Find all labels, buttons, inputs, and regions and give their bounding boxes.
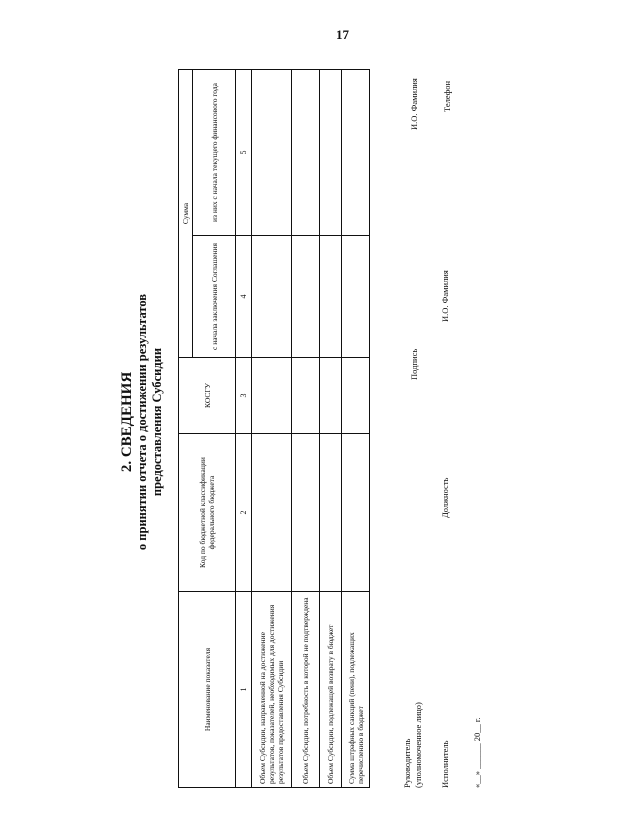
table-row xyxy=(252,70,292,788)
empty-cell xyxy=(252,358,292,434)
header-kbk: Код по бюджетной классификации федерального бюджета xyxy=(179,434,236,592)
empty-cell xyxy=(320,434,342,592)
empty-cell xyxy=(342,236,370,358)
row-label: Объем Субсидии, потребность в которой не подтверждена xyxy=(292,592,320,788)
column-number: 3 xyxy=(236,358,252,434)
empty-cell xyxy=(252,70,292,236)
column-number: 1 xyxy=(236,592,252,788)
landscape-content xyxy=(60,52,510,792)
header-kosgu: КОСГУ xyxy=(179,358,236,434)
table-row xyxy=(292,70,320,788)
title-line-3: предоставления Субсидии xyxy=(150,347,164,497)
empty-cell xyxy=(342,358,370,434)
header-indicator-name: Наименование показателя xyxy=(179,592,236,788)
date-line: «__» ______ 20__ г. xyxy=(472,717,482,788)
executor-name-label: И.О. Фамилия xyxy=(440,270,450,322)
head-sub-label: (уполномоченное лицо) xyxy=(413,702,423,788)
document-title xyxy=(120,52,165,792)
executor-label: Исполнитель xyxy=(440,740,450,788)
empty-cell xyxy=(292,236,320,358)
header-sum: Сумма xyxy=(179,70,193,358)
column-number: 4 xyxy=(236,236,252,358)
column-number: 2 xyxy=(236,434,252,592)
empty-cell xyxy=(292,434,320,592)
column-number: 5 xyxy=(236,70,252,236)
row-label: Сумма штрафных санкций (пени), подлежащих перечислению в бюджет xyxy=(342,592,370,788)
empty-cell xyxy=(252,236,292,358)
header-sum-from-year: из них с начала текущего финансового года xyxy=(193,70,236,236)
row-label: Объем Субсидии, направленной на достижение результатов, показателей, необходимых для достижения результатов предоставления Субсидии xyxy=(252,592,292,788)
title-main: 2. СВЕДЕНИЯ xyxy=(119,371,135,473)
head-signature-label: Подпись xyxy=(409,348,419,380)
page-number: 17 xyxy=(336,27,349,42)
empty-cell xyxy=(252,434,292,592)
head-label: Руководитель xyxy=(402,738,412,788)
report-table xyxy=(178,69,370,788)
executor-phone-label: Телефон xyxy=(442,80,452,112)
header-sum-from-agreement: с начала заключения Соглашения xyxy=(193,236,236,358)
empty-cell xyxy=(320,236,342,358)
empty-cell xyxy=(320,358,342,434)
column-numbers-row xyxy=(236,70,252,788)
executor-position-label: Должность xyxy=(440,477,450,518)
head-name-label: И.О. Фамилия xyxy=(409,78,419,130)
table-row xyxy=(342,70,370,788)
row-label: Объем Субсидии, подлежащей возврату в бюджет xyxy=(320,592,342,788)
empty-cell xyxy=(292,358,320,434)
table-row xyxy=(320,70,342,788)
empty-cell xyxy=(320,70,342,236)
title-line-2: о принятии отчета о достижении результатов xyxy=(135,293,149,551)
empty-cell xyxy=(342,434,370,592)
empty-cell xyxy=(292,70,320,236)
empty-cell xyxy=(342,70,370,236)
